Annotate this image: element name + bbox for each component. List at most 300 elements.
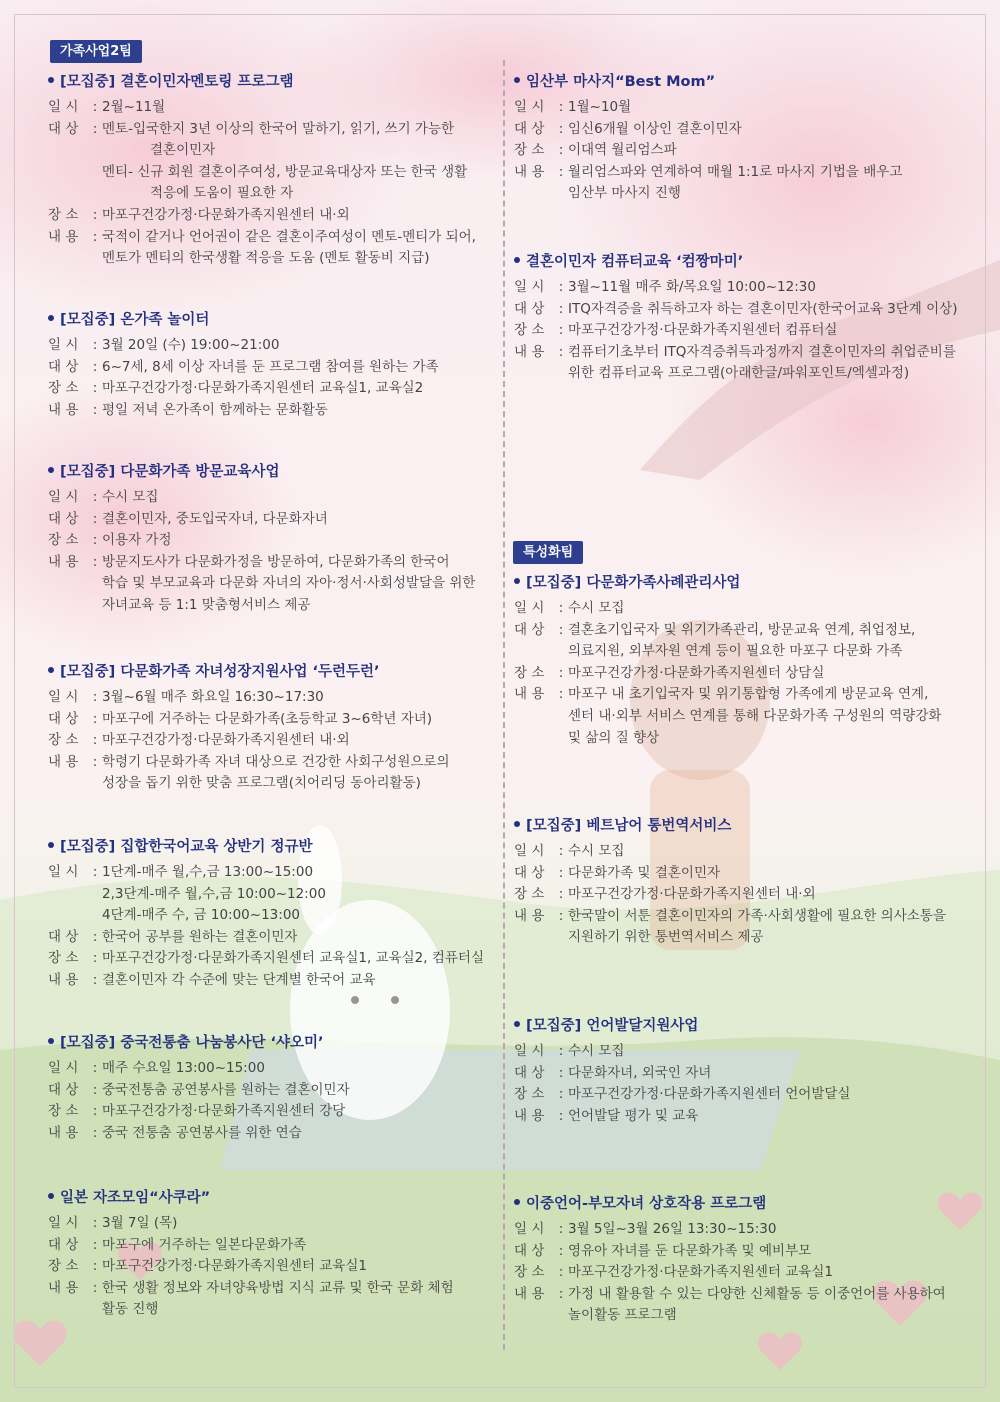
detail-value (102, 927, 503, 949)
detail-colon: : (92, 510, 98, 527)
detail-row-date (48, 487, 503, 509)
detail-line: 컴퓨터기초부터 ITQ자격증취득과정까지 결혼이민자의 취업준비를 (568, 343, 956, 360)
detail-line: 수시 모집 (102, 489, 159, 505)
detail-line: 6~7세, 8세 이상 자녀를 둔 프로그램 참여를 원하는 가족 (102, 358, 439, 375)
detail-colon: : (92, 1215, 98, 1231)
detail-colon: : (558, 664, 564, 681)
detail-row-place (48, 378, 503, 400)
detail-colon: : (558, 1107, 564, 1124)
detail-row-content (514, 906, 974, 949)
detail-label: 내 용 (514, 686, 545, 703)
detail-value (102, 862, 503, 927)
detail-line: 다문화자녀, 외국인 자녀 (568, 1064, 712, 1081)
detail-value (568, 663, 974, 685)
detail-label: 장 소 (514, 664, 545, 681)
detail-line: 마포구건강가정·다문화가족지원센터 내·외 (102, 206, 350, 223)
detail-line: 임산부 마사지 진행 (568, 185, 681, 202)
detail-label: 장 소 (48, 950, 79, 967)
detail-line: 센터 내·외부 서비스 연계를 통해 다문화가족 구성원의 역량강화 (568, 707, 942, 724)
program-section (514, 72, 974, 205)
detail-line: 3월 7일 (목) (102, 1215, 178, 1231)
detail-colon: : (558, 163, 564, 180)
detail-colon: : (92, 337, 98, 353)
detail-colon: : (92, 228, 98, 245)
detail-line: 4단계-매주 수, 금 10:00~13:00 (102, 907, 300, 924)
detail-row-date (48, 1213, 503, 1235)
detail-line: 성장을 돕기 위한 맞춤 프로그램(치어리딩 동아리활동) (102, 775, 421, 792)
detail-colon: : (92, 401, 98, 418)
detail-colon: : (92, 971, 98, 988)
detail-colon: : (558, 686, 564, 703)
detail-value (102, 509, 503, 531)
detail-line: 의료지원, 외부자원 연계 등이 필요한 마포구 다문화 가족 (568, 643, 903, 660)
bullet-icon (514, 77, 520, 83)
detail-label: 일 시 (48, 1215, 79, 1231)
program-title-text: [모집중] 중국전통춤 나눔봉사단 ‘샤오미’ (60, 1035, 324, 1051)
detail-label: 일 시 (514, 99, 545, 115)
detail-label: 내 용 (514, 1107, 545, 1124)
program-title-text: 결혼이민자 컴퓨터교육 ‘컴짱마미’ (526, 254, 744, 270)
detail-label: 대 상 (48, 510, 79, 527)
detail-row-date (48, 1058, 503, 1080)
detail-row-target (514, 119, 974, 141)
detail-row-place (514, 1084, 974, 1106)
bullet-icon (48, 315, 54, 321)
program-section (514, 1194, 974, 1327)
detail-row-date (514, 97, 974, 119)
detail-line: 마포구건강가정·다문화가족지원센터 교육실1 (102, 1258, 367, 1275)
program-section (48, 837, 503, 992)
detail-label: 대 상 (48, 1081, 79, 1098)
detail-value (568, 162, 974, 205)
detail-value (568, 841, 974, 863)
detail-label: 일 시 (514, 843, 545, 859)
program-section (48, 1188, 503, 1321)
detail-line: 수시 모집 (568, 843, 625, 859)
detail-value (568, 884, 974, 906)
detail-colon: : (92, 1236, 98, 1253)
detail-colon: : (92, 380, 98, 397)
detail-line: 결혼이민자, 중도입국자녀, 다문화자녀 (102, 510, 328, 527)
program-section (48, 462, 503, 617)
detail-value (568, 620, 974, 663)
program-title-text: [모집중] 베트남어 통번역서비스 (526, 818, 732, 834)
program-title (514, 573, 974, 593)
detail-colon: : (558, 120, 564, 137)
detail-label: 대 상 (514, 1064, 545, 1081)
program-section (48, 72, 503, 270)
bullet-icon (48, 467, 54, 473)
detail-row-date (48, 862, 503, 927)
detail-colon: : (558, 864, 564, 881)
detail-label: 장 소 (514, 886, 545, 903)
detail-row-target (514, 1063, 974, 1085)
program-title-text: [모집중] 집합한국어교육 상반기 정규반 (60, 839, 313, 855)
detail-row-place (514, 884, 974, 906)
detail-label: 일 시 (514, 1221, 545, 1237)
detail-label: 장 소 (514, 1264, 545, 1281)
detail-value (568, 1084, 974, 1106)
detail-value (102, 730, 503, 752)
detail-line: 이대역 월리엄스파 (568, 142, 677, 159)
detail-value (102, 335, 503, 357)
detail-label: 내 용 (514, 343, 545, 360)
detail-row-content (514, 1106, 974, 1128)
detail-colon: : (558, 343, 564, 360)
team-badge-family2: 가족사업2팀 (50, 40, 142, 63)
detail-value (568, 299, 974, 321)
detail-label: 장 소 (48, 1103, 79, 1120)
detail-value (102, 487, 503, 509)
detail-row-content (48, 752, 503, 795)
detail-line: 한국말이 서툰 결혼이민자의 가족·사회생활에 필요한 의사소통을 (568, 907, 946, 924)
bullet-icon (48, 842, 54, 848)
detail-line: 월리엄스파와 연계하여 매월 1:1로 마사지 기법을 배우고 (568, 163, 903, 180)
detail-label: 일 시 (48, 689, 79, 705)
program-section (48, 1033, 503, 1144)
detail-label: 장 소 (48, 206, 79, 223)
detail-row-date (48, 335, 503, 357)
detail-line: 2,3단계-매주 월,수,금 10:00~12:00 (102, 885, 326, 902)
detail-colon: : (92, 489, 98, 505)
detail-label: 내 용 (48, 1124, 79, 1141)
detail-value (102, 205, 503, 227)
detail-value (568, 119, 974, 141)
program-section (514, 1016, 974, 1127)
program-title-text: [모집중] 다문화가족사례관리사업 (526, 575, 741, 591)
program-title (48, 1188, 503, 1208)
detail-line: 가정 내 활용할 수 있는 다양한 신체활동 등 이중언어를 사용하여 (568, 1285, 946, 1302)
detail-row-date (514, 1041, 974, 1063)
program-title (48, 72, 503, 92)
detail-line: 중국전통춤 공연봉사를 원하는 결혼이민자 (102, 1081, 350, 1098)
detail-label: 내 용 (48, 401, 79, 418)
detail-colon: : (558, 1264, 564, 1281)
detail-colon: : (92, 358, 98, 375)
detail-value (568, 1041, 974, 1063)
detail-line: 마포구건강가정·다문화가족지원센터 컴퓨터실 (568, 322, 838, 339)
detail-colon: : (558, 1064, 564, 1081)
detail-row-content (514, 1284, 974, 1327)
detail-value (102, 1278, 503, 1321)
detail-line: 마포구에 거주하는 다문화가족(초등학교 3~6학년 자녀) (102, 710, 433, 727)
detail-line: 학습 및 부모교육과 다문화 자녀의 자아·정서·사회성발달을 위한 (102, 575, 476, 592)
program-title-text: 이중언어-부모자녀 상호작용 프로그램 (526, 1196, 767, 1212)
detail-line: 학령기 다문화가족 자녀 대상으로 건강한 사회구성원으로의 (102, 753, 450, 770)
detail-value (102, 552, 503, 617)
detail-line: 마포구건강가정·다문화가족지원센터 언어발달실 (568, 1086, 851, 1103)
detail-line: 및 삶의 질 향상 (568, 729, 660, 746)
detail-value (102, 119, 503, 205)
detail-line: 마포구건강가정·다문화가족지원센터 강당 (102, 1103, 346, 1120)
bullet-icon (48, 667, 54, 673)
detail-line: 적응에 도움이 필요한 자 (150, 185, 294, 202)
detail-line: 마포구건강가정·다문화가족지원센터 교육실1 (568, 1264, 833, 1281)
detail-row-place (48, 1101, 503, 1123)
detail-colon: : (558, 1043, 564, 1059)
detail-colon: : (558, 99, 564, 115)
detail-line: 다문화가족 및 결혼이민자 (568, 864, 721, 881)
detail-label: 일 시 (514, 600, 545, 616)
detail-value (568, 1063, 974, 1085)
detail-line: 평일 저녁 온가족이 함께하는 문화활동 (102, 401, 328, 418)
program-title (48, 1033, 503, 1053)
team-badge-special: 특성화팀 (513, 541, 583, 564)
detail-row-date (48, 687, 503, 709)
detail-label: 장 소 (48, 732, 79, 749)
detail-label: 장 소 (48, 1258, 79, 1275)
detail-line: 3월 20일 (수) 19:00~21:00 (102, 337, 280, 353)
program-title-text: [모집중] 다문화가족 방문교육사업 (60, 464, 280, 480)
detail-line: 국적이 같거나 언어권이 같은 결혼이주여성이 멘토-멘티가 되어, (102, 228, 476, 245)
detail-colon: : (558, 1285, 564, 1302)
detail-colon: : (92, 1258, 98, 1275)
detail-label: 내 용 (514, 907, 545, 924)
detail-label: 장 소 (514, 1086, 545, 1103)
detail-label: 대 상 (48, 710, 79, 727)
detail-value (568, 1262, 974, 1284)
detail-line: 마포구건강가정·다문화가족지원센터 교육실1, 교육실2 (102, 380, 424, 397)
detail-value (102, 97, 503, 119)
detail-value (568, 277, 974, 299)
detail-row-target (514, 1241, 974, 1263)
detail-label: 대 상 (514, 864, 545, 881)
detail-line: 마포구 내 초기입국자 및 위기통합형 가족에게 방문교육 연계, (568, 686, 929, 703)
detail-colon: : (558, 621, 564, 638)
column-divider (503, 60, 505, 1350)
detail-colon: : (92, 1103, 98, 1120)
program-title (48, 310, 503, 330)
detail-line: 2월~11월 (102, 99, 166, 115)
detail-value (568, 97, 974, 119)
detail-line: 1단계-매주 월,수,금 13:00~15:00 (102, 864, 314, 880)
detail-colon: : (92, 553, 98, 570)
detail-colon: : (558, 142, 564, 159)
detail-row-place (48, 730, 503, 752)
detail-colon: : (92, 689, 98, 705)
detail-value (102, 357, 503, 379)
program-title-text: [모집중] 다문화가족 자녀성장지원사업 ‘두런두런’ (60, 664, 380, 680)
detail-line: 마포구건강가정·다문화가족지원센터 상담실 (568, 664, 825, 681)
detail-colon: : (92, 710, 98, 727)
detail-colon: : (558, 322, 564, 339)
detail-line: 마포구건강가정·다문화가족지원센터 내·외 (568, 886, 816, 903)
detail-line: 수시 모집 (568, 1043, 625, 1059)
detail-row-target (48, 357, 503, 379)
detail-value (102, 400, 503, 422)
detail-line: 마포구에 거주하는 일본다문화가족 (102, 1236, 307, 1253)
detail-value (102, 752, 503, 795)
detail-value (102, 227, 503, 270)
detail-row-place (514, 663, 974, 685)
detail-colon: : (92, 1124, 98, 1141)
program-title-text: 임산부 마사지“Best Mom” (526, 74, 716, 90)
detail-line: 중국 전통춤 공연봉사를 위한 연습 (102, 1124, 302, 1141)
program-title (48, 837, 503, 857)
detail-line: 마포구건강가정·다문화가족지원센터 교육실1, 교육실2, 컴퓨터실 (102, 950, 484, 967)
detail-line: 자녀교육 등 1:1 맞춤형서비스 제공 (102, 596, 311, 613)
detail-colon: : (558, 1086, 564, 1103)
detail-line: ITQ자격증을 취득하고자 하는 결혼이민자(한국어교육 3단계 이상) (568, 300, 958, 317)
detail-row-content (48, 552, 503, 617)
program-title (514, 816, 974, 836)
detail-row-target (48, 509, 503, 531)
detail-line: 멘토가 멘티의 한국생활 적응을 도움 (멘토 활동비 지급) (102, 250, 430, 267)
detail-label: 대 상 (48, 1236, 79, 1253)
program-section (48, 662, 503, 795)
detail-colon: : (92, 1279, 98, 1296)
detail-value (102, 948, 503, 970)
detail-row-place (48, 948, 503, 970)
detail-value (102, 1213, 503, 1235)
program-title (48, 462, 503, 482)
detail-colon: : (558, 1221, 564, 1237)
detail-line: 지원하기 위한 통번역서비스 제공 (568, 929, 764, 946)
detail-line: 결혼초기입국자 및 위기가족관리, 방문교육 연계, 취업정보, (568, 621, 916, 638)
bullet-icon (48, 77, 54, 83)
detail-row-date (514, 841, 974, 863)
program-title-text: [모집중] 온가족 놀이터 (60, 312, 210, 328)
detail-row-target (48, 709, 503, 731)
detail-row-date (514, 598, 974, 620)
detail-value (102, 530, 503, 552)
detail-colon: : (558, 886, 564, 903)
program-title (514, 1194, 974, 1214)
program-title (514, 72, 974, 92)
detail-value (568, 320, 974, 342)
detail-value (102, 1256, 503, 1278)
detail-label: 내 용 (48, 971, 79, 988)
detail-label: 일 시 (514, 1043, 545, 1059)
detail-line: 수시 모집 (568, 600, 625, 616)
program-title-text: [모집중] 언어발달지원사업 (526, 1018, 699, 1034)
detail-line: 방문지도사가 다문화가정을 방문하여, 다문화가족의 한국어 (102, 553, 450, 570)
detail-row-place (48, 1256, 503, 1278)
detail-line: 이용자 가정 (102, 532, 172, 549)
detail-value (568, 1219, 974, 1241)
detail-label: 대 상 (514, 1242, 545, 1259)
detail-row-target (48, 927, 503, 949)
detail-value (102, 1101, 503, 1123)
detail-row-target (514, 299, 974, 321)
detail-row-target (514, 620, 974, 663)
program-title-text: 일본 자조모임“사쿠라” (60, 1190, 211, 1206)
detail-label: 내 용 (48, 553, 79, 570)
detail-value (568, 684, 974, 749)
detail-colon: : (558, 1242, 564, 1259)
detail-line: 임신6개월 이상인 결혼이민자 (568, 120, 742, 137)
detail-value (102, 1123, 503, 1145)
detail-line: 위한 컴퓨터교육 프로그램(아래한글/파워포인트/엑셀과정) (568, 365, 910, 382)
program-title-text: [모집중] 결혼이민자멘토링 프로그램 (60, 74, 294, 90)
detail-row-place (514, 1262, 974, 1284)
detail-colon: : (92, 864, 98, 880)
detail-label: 내 용 (514, 1285, 545, 1302)
detail-line: 결혼이민자 각 수준에 맞는 단계별 한국어 교육 (102, 971, 376, 988)
detail-row-date (514, 277, 974, 299)
detail-label: 대 상 (48, 928, 79, 945)
detail-label: 대 상 (514, 120, 545, 137)
detail-value (102, 1235, 503, 1257)
detail-label: 일 시 (48, 99, 79, 115)
detail-value (102, 687, 503, 709)
detail-label: 대 상 (48, 358, 79, 375)
detail-line: 한국어 공부를 원하는 결혼이민자 (102, 928, 298, 945)
detail-row-content (48, 1123, 503, 1145)
program-title (514, 1016, 974, 1036)
detail-row-place (48, 205, 503, 227)
detail-value (568, 1284, 974, 1327)
detail-label: 내 용 (48, 753, 79, 770)
detail-row-content (48, 970, 503, 992)
detail-line: 놀이활동 프로그램 (568, 1307, 677, 1324)
detail-colon: : (558, 907, 564, 924)
detail-line: 마포구건강가정·다문화가족지원센터 내·외 (102, 732, 350, 749)
detail-line: 3월~6월 매주 화요일 16:30~17:30 (102, 689, 324, 705)
detail-label: 대 상 (514, 621, 545, 638)
detail-colon: : (92, 753, 98, 770)
detail-colon: : (558, 843, 564, 859)
program-title (48, 662, 503, 682)
detail-line: 3월 5일~3월 26일 13:30~15:30 (568, 1221, 777, 1237)
detail-colon: : (92, 120, 98, 137)
detail-colon: : (92, 99, 98, 115)
detail-line: 멘토-입국한지 3년 이상의 한국어 말하기, 읽기, 쓰기 가능한 (102, 120, 455, 137)
detail-value (102, 1080, 503, 1102)
detail-label: 장 소 (514, 322, 545, 339)
program-section (514, 252, 974, 385)
detail-row-content (514, 162, 974, 205)
detail-label: 대 상 (48, 120, 79, 137)
detail-label: 내 용 (514, 163, 545, 180)
detail-label: 대 상 (514, 300, 545, 317)
detail-label: 장 소 (48, 532, 79, 549)
detail-line: 3월~11월 매주 화/목요일 10:00~12:30 (568, 279, 816, 295)
detail-row-date (514, 1219, 974, 1241)
detail-label: 일 시 (48, 1060, 79, 1076)
detail-row-target (48, 1080, 503, 1102)
detail-value (568, 1106, 974, 1128)
detail-row-place (48, 530, 503, 552)
detail-colon: : (558, 300, 564, 317)
detail-line: 멘티- 신규 회원 결혼이주여성, 방문교육대상자 또는 한국 생활 (102, 163, 468, 180)
detail-colon: : (92, 950, 98, 967)
detail-value (102, 1058, 503, 1080)
detail-value (568, 906, 974, 949)
detail-colon: : (92, 928, 98, 945)
detail-label: 장 소 (48, 380, 79, 397)
detail-value (568, 598, 974, 620)
detail-row-content (514, 342, 974, 385)
detail-value (568, 1241, 974, 1263)
detail-row-content (514, 684, 974, 749)
detail-row-target (514, 863, 974, 885)
detail-line: 영유아 자녀를 둔 다문화가족 및 예비부모 (568, 1242, 812, 1259)
detail-line: 언어발달 평가 및 교육 (568, 1107, 699, 1124)
detail-value (102, 970, 503, 992)
bullet-icon (48, 1193, 54, 1199)
detail-value (568, 342, 974, 385)
program-section (514, 573, 974, 749)
bullet-icon (514, 821, 520, 827)
detail-label: 일 시 (514, 279, 545, 295)
detail-line: 활동 진행 (102, 1301, 159, 1318)
detail-row-content (48, 1278, 503, 1321)
detail-line: 결혼이민자 (150, 142, 216, 159)
bullet-icon (514, 578, 520, 584)
detail-line: 한국 생활 정보와 자녀양육방법 지식 교류 및 한국 문화 체험 (102, 1279, 454, 1296)
bullet-icon (514, 1199, 520, 1205)
